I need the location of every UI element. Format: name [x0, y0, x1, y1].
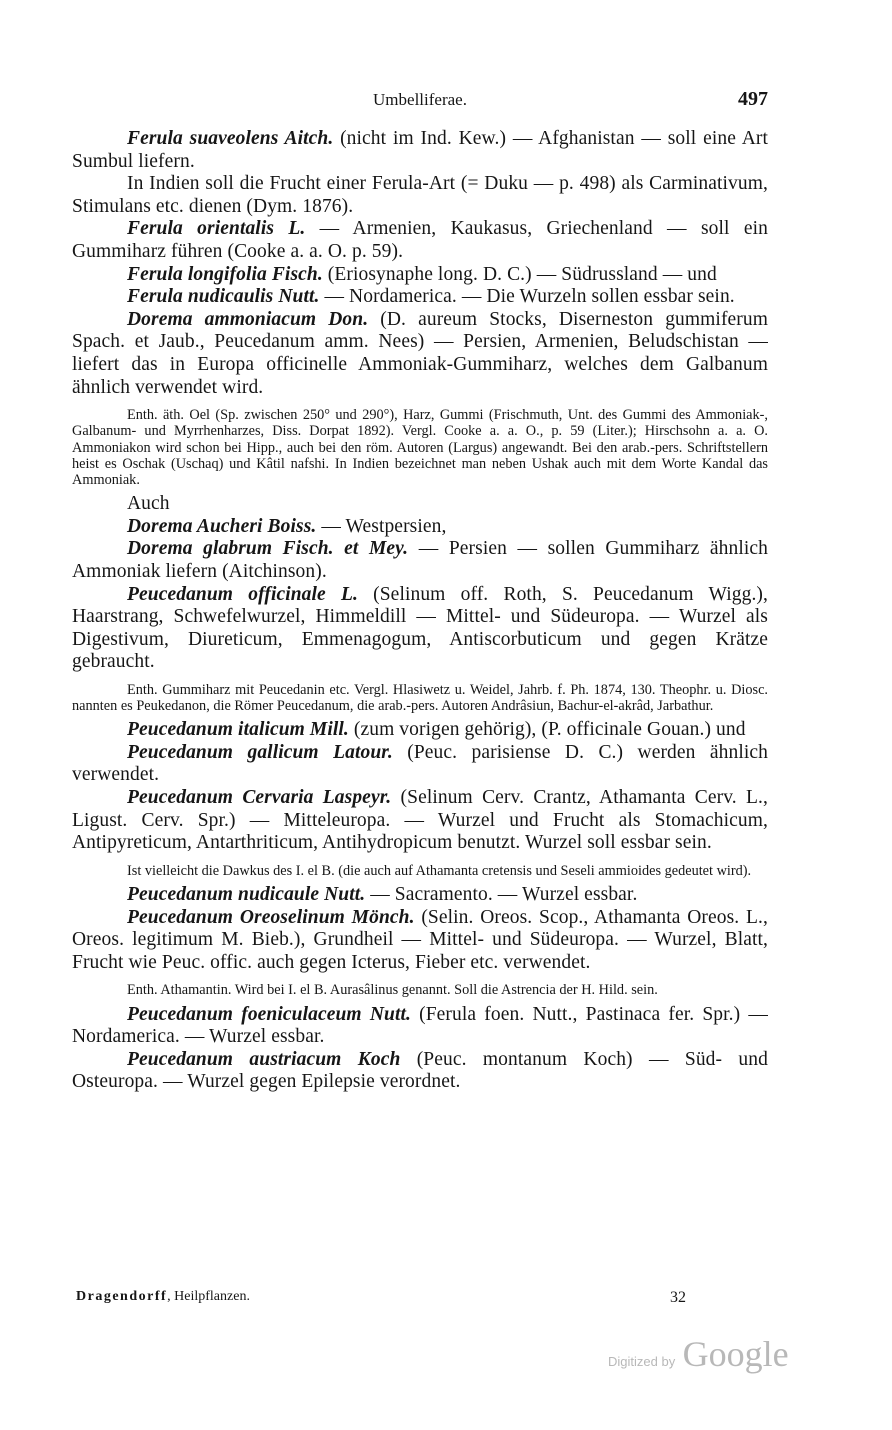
entry-paragraph	[72, 719, 768, 742]
paragraph-text: (Eriosynaphe long. D. C.) — Südrussland — und	[322, 263, 717, 285]
paragraph-text: (D. aureum Stocks, Diserneston gummiferum Spach. et Jaub., Peucedanum amm. Nees) — Persien, Armenien, Beludschistan — liefert das in Europa officinelle Ammoniak-Gummiharz, welches dem Galbanum ähnlich verwendet wird.	[72, 308, 769, 398]
page-body	[72, 128, 768, 1094]
google-logo: Google	[682, 1334, 789, 1374]
species-name: Dorema Aucheri Boiss.	[127, 515, 317, 537]
entry-paragraph	[72, 787, 768, 855]
paragraph-text: (Selin. Oreos. Scop., Athamanta Oreos. L., Oreos. legitimum M. Bieb.), Grundheil — Mittel- und Südeuropa. — Wurzel, Blatt, Frucht wie Peuc. offic. auch gegen Icterus, Fieber etc. verwendet.	[72, 906, 768, 973]
running-header	[72, 84, 768, 118]
entry-paragraph	[72, 173, 768, 218]
paragraph-text: (nicht im Ind. Kew.) — Afghanistan — soll eine Art Sumbul liefern.	[72, 128, 769, 172]
entry-paragraph	[72, 218, 768, 263]
page-number: 497	[738, 88, 768, 110]
note-paragraph	[72, 863, 768, 879]
digitized-watermark	[608, 1333, 789, 1375]
species-name: Peucedanum Oreoselinum Mönch.	[127, 906, 415, 928]
entry-paragraph	[72, 1004, 768, 1049]
species-name: Dorema ammoniacum Don.	[127, 308, 369, 330]
paragraph-text: (Ferula foen. Nutt., Pastinaca fer. Spr.) — Nordamerica. — Wurzel essbar.	[72, 1003, 768, 1048]
paragraph-text: — Sacramento. — Wurzel essbar.	[365, 884, 638, 906]
entry-paragraph	[72, 493, 768, 516]
paragraph-text: Enth. äth. Oel (Sp. zwischen 250° und 290°), Harz, Gummi (Frischmuth, Unt. des Gummi des Ammoniak-, Galbanum- und Myrrhenharzes, Diss. Dorpat 1892). Vergl. Cooke a. a. O., p. 59 (Liter.); Hirschsohn a. a. O. Ammoniakon wird schon bei Hipp., auch bei den röm. Autoren (Largus) angewandt. Bei den arab.-pers. Schriftstellern heist es Oschak (Uschaq) und Kâtil nafshi. In Indien bezeichnet man neben Ushak auch mit dem Worte Kandal das Ammoniak.	[72, 407, 768, 488]
species-name: Ferula orientalis L.	[127, 218, 306, 240]
entry-paragraph	[72, 742, 768, 787]
paragraph-text: — Armenien, Kaukasus, Griechenland — soll ein Gummiharz führen (Cooke a. a. O. p. 59).	[72, 218, 768, 262]
species-name: Ferula suaveolens Aitch.	[127, 128, 334, 149]
paragraph-text: (Selinum off. Roth, S. Peucedanum Wigg.), Haarstrang, Schwefelwurzel, Himmeldill — Mittel- und Südeuropa. — Wurzel als Digestivum, Diureticum, Emmenagogum, Antiscorbuticum und gegen Krätze gebraucht.	[72, 583, 768, 673]
signature-author: Dragendorff	[76, 1289, 168, 1304]
paragraph-text: (Peuc. parisiense D. C.) werden ähnlich verwendet.	[72, 741, 768, 786]
entry-paragraph	[72, 264, 768, 287]
paragraph-text: Enth. Athamantin. Wird bei I. el B. Aurasâlinus genannt. Soll die Astrencia der H. Hild. sein.	[127, 982, 658, 999]
entry-paragraph	[72, 907, 768, 975]
paragraph-text: — Westpersien,	[316, 515, 447, 537]
signature-line	[76, 1289, 686, 1305]
species-name: Peucedanum italicum Mill.	[127, 719, 349, 741]
species-name: Peucedanum foeniculaceum Nutt.	[127, 1003, 411, 1025]
entry-paragraph	[72, 1049, 768, 1094]
species-name: Ferula nudicaulis Nutt.	[127, 286, 320, 308]
species-name: Peucedanum austriacum Koch	[127, 1048, 401, 1070]
species-name: Peucedanum gallicum Latour.	[127, 741, 393, 763]
species-name: Peucedanum officinale L.	[127, 583, 358, 605]
paragraph-text: In Indien soll die Frucht einer Ferula-Art (= Duku — p. 498) als Carminativum, Stimulans etc. dienen (Dym. 1876).	[72, 173, 768, 217]
entry-paragraph	[72, 538, 768, 583]
sheet-number: 32	[670, 1289, 686, 1306]
paragraph-text: — Nordamerica. — Die Wurzeln sollen essbar sein.	[319, 286, 735, 308]
watermark-prefix: Digitized by	[608, 1354, 676, 1369]
note-paragraph	[72, 682, 768, 714]
species-name: Peucedanum Cervaria Laspeyr.	[127, 787, 392, 809]
entry-paragraph	[72, 584, 768, 674]
paragraph-text: (Selinum Cerv. Crantz, Athamanta Cerv. L., Ligust. Cerv. Spr.) — Mitteleuropa. — Wurzel und Frucht als Stomachicum, Antipyreticum, Antarthriticum, Antihydropicum benutzt. Wurzel soll essbar sein.	[72, 787, 768, 854]
entry-paragraph	[72, 884, 768, 907]
species-name: Dorema glabrum Fisch. et Mey.	[127, 538, 409, 560]
paragraph-text: Auch	[127, 493, 170, 515]
note-paragraph	[72, 982, 768, 998]
entry-paragraph	[72, 286, 768, 309]
paragraph-text: Enth. Gummiharz mit Peucedanin etc. Vergl. Hlasiwetz u. Weidel, Jahrb. f. Ph. 1874, 130. Theophr. u. Diosc. nannten es Peukedanon, die Römer Peucedanum, die arab.-pers. Autoren Andrâsiun, Bachur-el-akrâd, Jarbathur.	[72, 681, 768, 715]
entry-paragraph	[72, 516, 768, 539]
running-title: Umbelliferae.	[373, 90, 467, 109]
paragraph-text: (Peuc. montanum Koch) — Süd- und Osteuropa. — Wurzel gegen Epilepsie verordnet.	[72, 1048, 768, 1093]
signature-title: , Heilpflanzen.	[167, 1289, 250, 1304]
paragraph-text: Ist vielleicht die Dawkus des I. el B. (die auch auf Athamanta cretensis und Seseli ammioides gedeutet wird).	[127, 862, 752, 879]
species-name: Ferula longifolia Fisch.	[127, 263, 323, 285]
book-page	[72, 84, 768, 1094]
paragraph-text: — Persien — sollen Gummiharz ähnlich Ammoniak liefern (Aitchinson).	[72, 538, 768, 582]
entry-paragraph	[72, 128, 768, 173]
species-name: Peucedanum nudicaule Nutt.	[127, 884, 366, 906]
entry-paragraph	[72, 309, 768, 399]
note-paragraph	[72, 407, 768, 488]
paragraph-text: (zum vorigen gehörig), (P. officinale Gouan.) und	[348, 719, 746, 741]
